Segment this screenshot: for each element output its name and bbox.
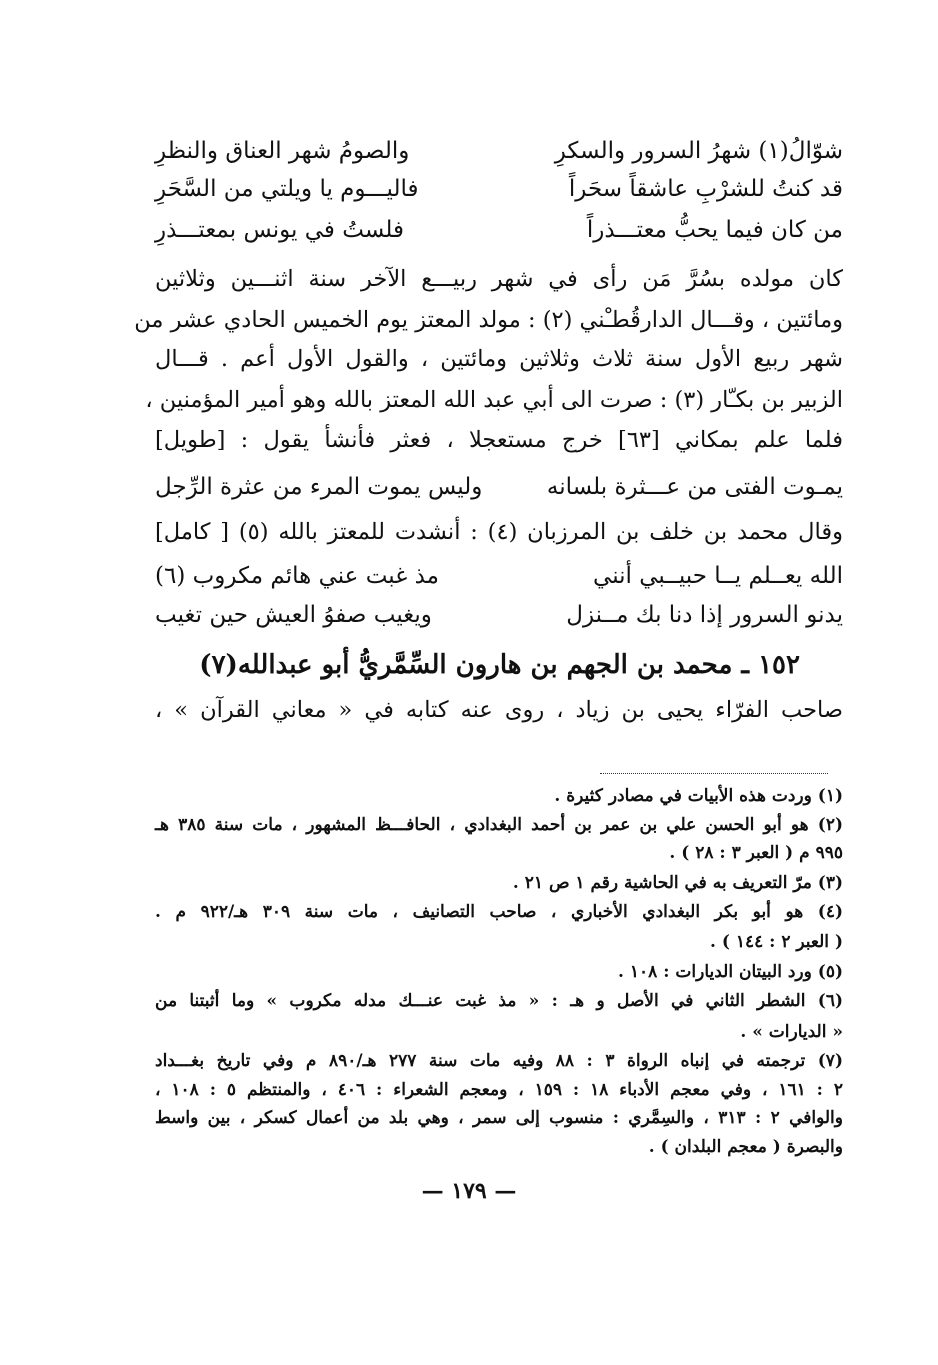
prose-line: وقال محمد بن خلف بن المرزبان (٤) : أنشدت للمعتز بالله (٥) [ كامل] — [155, 519, 843, 545]
prose-line: ومائتين ، وقـــال الدارقُطـْني (٢) : مولد المعتز يوم الخميس الحادي عشر من — [134, 307, 843, 333]
verse-hemistich-right: يمـوت الفتى من عـــثرة بلسانه — [546, 474, 843, 500]
verse-hemistich-right: الله يعــلم يــا حبيــبي أنني — [593, 563, 843, 589]
verse-line — [155, 474, 843, 500]
prose-line: صاحب الفرّاء يحيى بن زياد ، روى عنه كتابه في « معاني القرآن » ، — [155, 697, 843, 723]
footnote-line: (٧) ترجمته في إنباه الرواة ٣ : ٨٨ وفيه مات سنة ٢٧٧ هـ/٨٩٠ م وفي تاريخ بغـــداد — [155, 1051, 843, 1071]
verse-hemistich-left: مذ غبت عني هائم مكروب (٦) — [155, 563, 439, 589]
page-number: — ١٧٩ — — [421, 1178, 517, 1204]
footnote-line: « الديارات » . — [740, 1022, 843, 1042]
verse-line — [155, 176, 843, 202]
verse-hemistich-left: فلستُ في يونس بمعتـــذرِ — [155, 217, 404, 243]
verse-hemistich-left: والصومُ شهر العناق والنظرِ — [155, 138, 410, 164]
prose-line: فلما علم بمكاني [٦٣] خرج مستعجلا ، فعثر فأنشأ يقول : [طويل] — [155, 427, 843, 453]
footnote-line: (١) وردت هذه الأبيات في مصادر كثيرة . — [554, 786, 843, 806]
entry-title: ١٥٢ ـ محمد بن الجهم بن هارون السِّمَّريُّ أبو عبدالله(٧) — [199, 650, 800, 680]
verse-line — [155, 563, 843, 589]
verse-hemistich-right: قد كنتُ للشرْبِ عاشقاً سحَراً — [568, 176, 843, 202]
verse-hemistich-right: يدنو السرور إذا دنا بك مــنزل — [566, 602, 843, 628]
footnote-line: (٣) مرّ التعريف به في الحاشية رقم ١ ص ٢١ . — [512, 873, 843, 893]
verse-line — [155, 602, 843, 628]
footnote-line: والوافي ٢ : ٣١٣ ، والسِمَّري : منسوب إلى سمر ، وهي بلد من أعمال كسكر ، بين واسط — [155, 1108, 843, 1128]
footnote-line: والبصرة ( معجم البلدان ) . — [648, 1137, 843, 1157]
verse-hemistich-right: من كان فيما يحبُّ معتـــذراً — [586, 217, 843, 243]
footnote-line: ( العبر ٢ : ١٤٤ ) . — [710, 932, 843, 952]
prose-line: الزبير بن بكـّار (٣) : صرت الى أبي عبد الله المعتز بالله وهو أمير المؤمنين ، — [145, 387, 843, 413]
footnote-line: (٥) ورد البيتان الديارات : ١٠٨ . — [618, 962, 843, 982]
verse-hemistich-left: فاليـــوم يا ويلتي من السَّحَرِ — [155, 176, 419, 202]
footnote-separator — [600, 773, 828, 774]
verse-line — [155, 217, 843, 243]
prose-line: كان مولده بسُرَّ مَن رأى في شهر ربيـــع الآخر سنة اثنـــين وثلاثين — [155, 266, 843, 292]
footnote-line: ٢ : ١٦١ ، وفي معجم الأدباء ١٨ : ١٥٩ ، ومعجم الشعراء : ٤٠٦ ، والمنتظم ٥ : ١٠٨ ، — [155, 1080, 844, 1100]
verse-hemistich-left: ويغيب صفوُ العيش حين تغيب — [155, 602, 432, 628]
footnote-line: ٩٩٥ م ( العبر ٣ : ٢٨ ) . — [669, 843, 843, 863]
verse-hemistich-right: شوّالُ(١) شهرُ السرور والسكرِ — [554, 138, 843, 164]
footnote-line: (٢) هو أبو الحسن علي بن عمر بن أحمد البغدادي ، الحافـــظ المشهور ، مات سنة ٣٨٥ هـ — [155, 815, 843, 835]
footnote-line: (٤) هو أبو بكر البغدادي الأخباري ، صاحب التصانيف ، مات سنة ٣٠٩ هـ/٩٢٢ م . — [155, 902, 843, 922]
verse-hemistich-left: وليس يموت المرء من عثرة الرِّجل — [155, 474, 483, 500]
verse-line — [155, 138, 843, 164]
footnote-line: (٦) الشطر الثاني في الأصل و هـ : « مذ غبت عنـــك مدله مكروب » وما أثبتنا من — [155, 991, 843, 1011]
prose-line: شهر ربيع الأول سنة ثلاث وثلاثين ومائتين ، والقول الأول أعم . قـــال — [155, 346, 843, 372]
